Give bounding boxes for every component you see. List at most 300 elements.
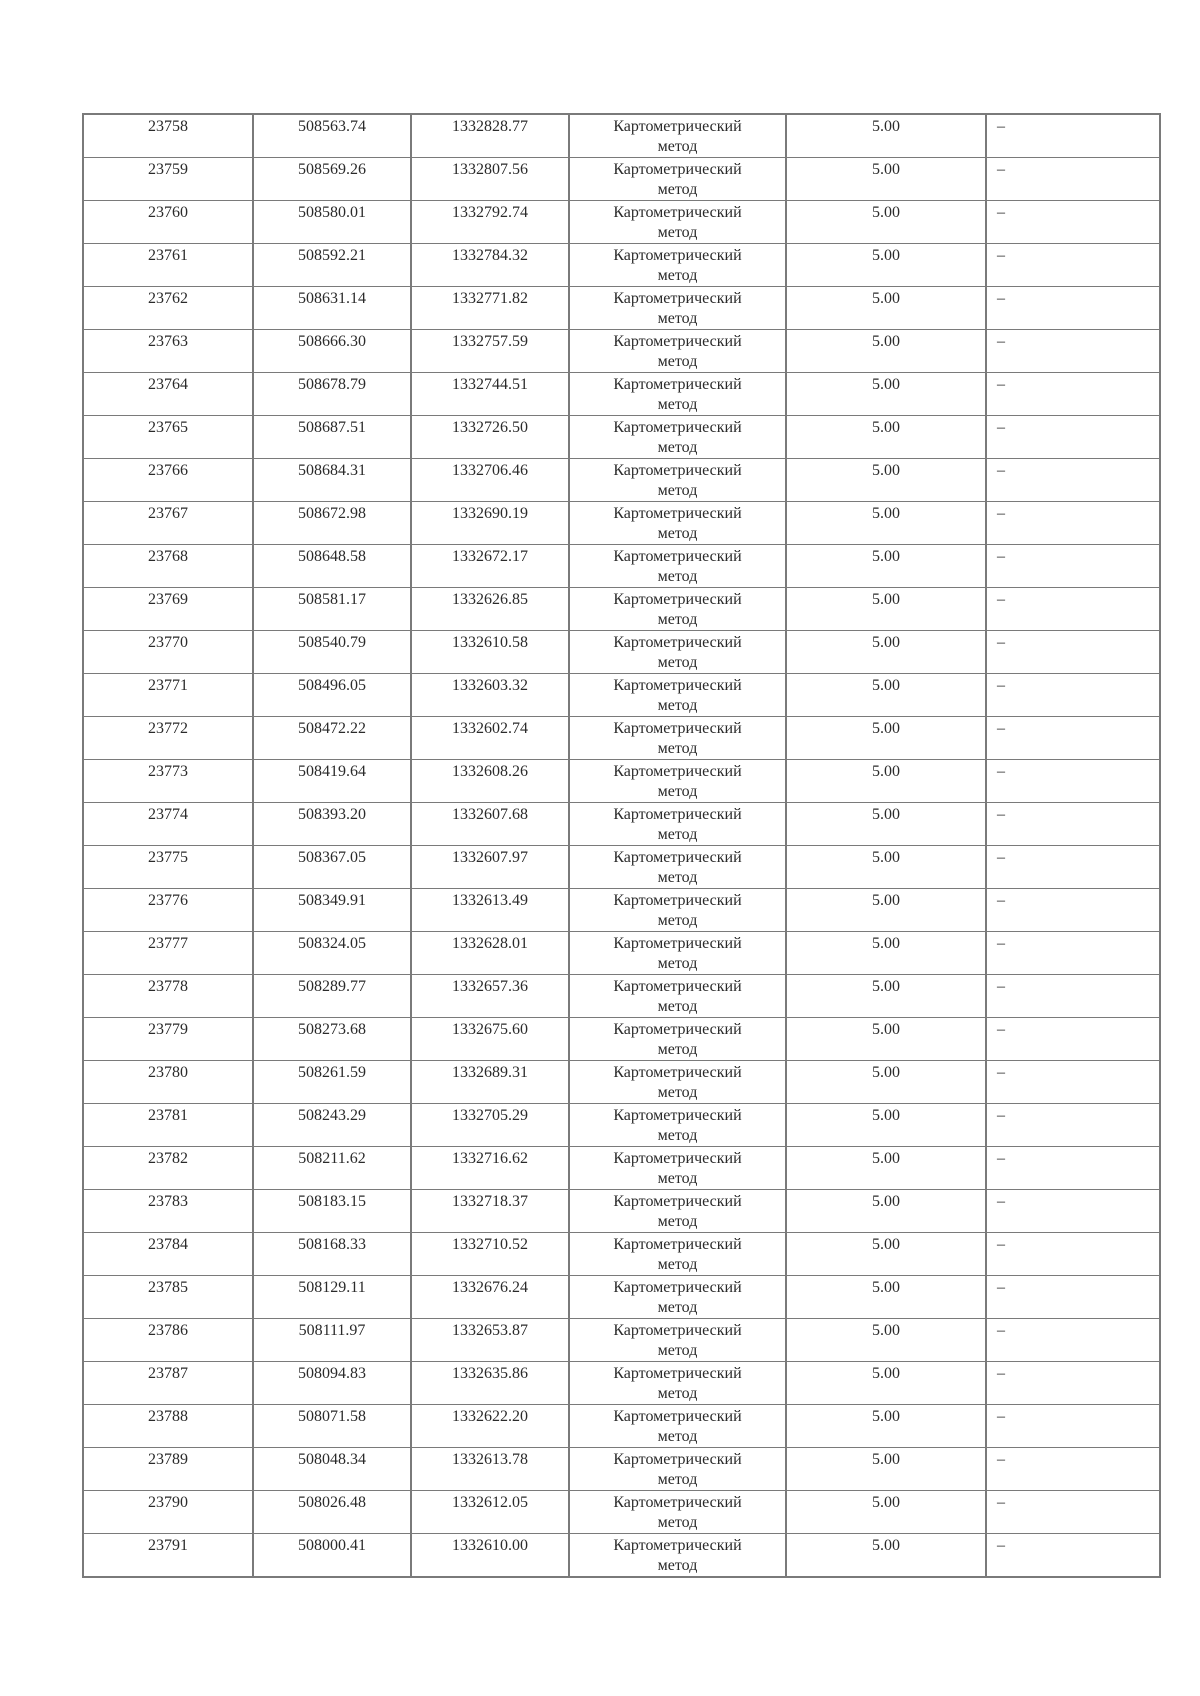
accuracy-cell: 5.00	[786, 416, 986, 459]
y-coordinate-cell: 1332602.74	[411, 717, 569, 760]
method-cell	[569, 1491, 786, 1534]
method-cell	[569, 459, 786, 502]
method-text-line: Картометрический	[613, 548, 742, 565]
method-text-line: Картометрический	[613, 462, 742, 479]
note-cell: –	[986, 932, 1160, 975]
y-coordinate-cell: 1332626.85	[411, 588, 569, 631]
method-text-line: метод	[657, 697, 698, 714]
x-coordinate-cell: 508684.31	[253, 459, 411, 502]
method-text-line: метод	[657, 568, 698, 585]
point-number-cell: 23772	[83, 717, 253, 760]
note-cell: –	[986, 416, 1160, 459]
accuracy-cell: 5.00	[786, 717, 986, 760]
accuracy-cell: 5.00	[786, 1018, 986, 1061]
note-cell: –	[986, 803, 1160, 846]
point-number-cell: 23782	[83, 1147, 253, 1190]
table-row	[83, 1534, 1160, 1578]
method-text-line: метод	[657, 1471, 698, 1488]
accuracy-cell: 5.00	[786, 1147, 986, 1190]
x-coordinate-cell: 508129.11	[253, 1276, 411, 1319]
point-number-cell: 23774	[83, 803, 253, 846]
point-number-cell: 23785	[83, 1276, 253, 1319]
y-coordinate-cell: 1332676.24	[411, 1276, 569, 1319]
accuracy-cell: 5.00	[786, 330, 986, 373]
point-number-cell: 23765	[83, 416, 253, 459]
method-text-line: метод	[657, 1299, 698, 1316]
point-number-cell: 23791	[83, 1534, 253, 1578]
method-cell	[569, 717, 786, 760]
x-coordinate-cell: 508393.20	[253, 803, 411, 846]
y-coordinate-cell: 1332690.19	[411, 502, 569, 545]
note-cell: –	[986, 717, 1160, 760]
point-number-cell: 23766	[83, 459, 253, 502]
accuracy-cell: 5.00	[786, 1276, 986, 1319]
method-text-line: Картометрический	[613, 591, 742, 608]
y-coordinate-cell: 1332613.78	[411, 1448, 569, 1491]
method-text-line: Картометрический	[613, 1451, 742, 1468]
method-cell	[569, 975, 786, 1018]
method-cell	[569, 1104, 786, 1147]
y-coordinate-cell: 1332628.01	[411, 932, 569, 975]
table-row	[83, 502, 1160, 545]
accuracy-cell: 5.00	[786, 674, 986, 717]
table-row	[83, 114, 1160, 158]
x-coordinate-cell: 508672.98	[253, 502, 411, 545]
method-text-line: Картометрический	[613, 1494, 742, 1511]
x-coordinate-cell: 508071.58	[253, 1405, 411, 1448]
method-text-line: Картометрический	[613, 333, 742, 350]
method-cell	[569, 287, 786, 330]
note-cell: –	[986, 1448, 1160, 1491]
point-number-cell: 23788	[83, 1405, 253, 1448]
x-coordinate-cell: 508472.22	[253, 717, 411, 760]
y-coordinate-cell: 1332689.31	[411, 1061, 569, 1104]
method-cell	[569, 889, 786, 932]
note-cell: –	[986, 545, 1160, 588]
x-coordinate-cell: 508211.62	[253, 1147, 411, 1190]
table-row	[83, 373, 1160, 416]
table-row	[83, 244, 1160, 287]
y-coordinate-cell: 1332706.46	[411, 459, 569, 502]
point-number-cell: 23760	[83, 201, 253, 244]
x-coordinate-cell: 508168.33	[253, 1233, 411, 1276]
method-cell	[569, 330, 786, 373]
table-row	[83, 459, 1160, 502]
method-cell	[569, 1448, 786, 1491]
method-text-line: Картометрический	[613, 677, 742, 694]
note-cell: –	[986, 1018, 1160, 1061]
y-coordinate-cell: 1332610.58	[411, 631, 569, 674]
table-row	[83, 1190, 1160, 1233]
point-number-cell: 23775	[83, 846, 253, 889]
note-cell: –	[986, 459, 1160, 502]
point-number-cell: 23779	[83, 1018, 253, 1061]
method-text-line: Картометрический	[613, 247, 742, 264]
accuracy-cell: 5.00	[786, 889, 986, 932]
x-coordinate-cell: 508183.15	[253, 1190, 411, 1233]
note-cell: –	[986, 1147, 1160, 1190]
x-coordinate-cell: 508592.21	[253, 244, 411, 287]
x-coordinate-cell: 508324.05	[253, 932, 411, 975]
method-cell	[569, 631, 786, 674]
x-coordinate-cell: 508419.64	[253, 760, 411, 803]
accuracy-cell: 5.00	[786, 932, 986, 975]
method-text-line: Картометрический	[613, 1537, 742, 1554]
point-number-cell: 23786	[83, 1319, 253, 1362]
point-number-cell: 23787	[83, 1362, 253, 1405]
method-text-line: метод	[657, 1084, 698, 1101]
method-cell	[569, 158, 786, 201]
table-row	[83, 803, 1160, 846]
table-row	[83, 1104, 1160, 1147]
method-text-line: Картометрический	[613, 1107, 742, 1124]
method-cell	[569, 803, 786, 846]
method-cell	[569, 373, 786, 416]
note-cell: –	[986, 760, 1160, 803]
point-number-cell: 23789	[83, 1448, 253, 1491]
x-coordinate-cell: 508631.14	[253, 287, 411, 330]
method-text-line: метод	[657, 1557, 698, 1574]
x-coordinate-cell: 508349.91	[253, 889, 411, 932]
note-cell: –	[986, 674, 1160, 717]
method-text-line: метод	[657, 1342, 698, 1359]
accuracy-cell: 5.00	[786, 201, 986, 244]
x-coordinate-cell: 508026.48	[253, 1491, 411, 1534]
note-cell: –	[986, 1190, 1160, 1233]
method-text-line: Картометрический	[613, 419, 742, 436]
method-text-line: Картометрический	[613, 118, 742, 135]
table-row	[83, 717, 1160, 760]
note-cell: –	[986, 588, 1160, 631]
x-coordinate-cell: 508648.58	[253, 545, 411, 588]
y-coordinate-cell: 1332710.52	[411, 1233, 569, 1276]
method-text-line: метод	[657, 783, 698, 800]
x-coordinate-cell: 508094.83	[253, 1362, 411, 1405]
method-text-line: Картометрический	[613, 763, 742, 780]
method-text-line: метод	[657, 654, 698, 671]
accuracy-cell: 5.00	[786, 287, 986, 330]
method-cell	[569, 1018, 786, 1061]
table-row	[83, 1319, 1160, 1362]
y-coordinate-cell: 1332653.87	[411, 1319, 569, 1362]
method-text-line: Картометрический	[613, 1365, 742, 1382]
table-row	[83, 330, 1160, 373]
point-number-cell: 23790	[83, 1491, 253, 1534]
method-text-line: метод	[657, 138, 698, 155]
point-number-cell: 23770	[83, 631, 253, 674]
table-row	[83, 1061, 1160, 1104]
method-text-line: Картометрический	[613, 892, 742, 909]
point-number-cell: 23777	[83, 932, 253, 975]
accuracy-cell: 5.00	[786, 631, 986, 674]
accuracy-cell: 5.00	[786, 1190, 986, 1233]
point-number-cell: 23767	[83, 502, 253, 545]
y-coordinate-cell: 1332635.86	[411, 1362, 569, 1405]
method-text-line: Картометрический	[613, 1150, 742, 1167]
method-cell	[569, 1534, 786, 1578]
y-coordinate-cell: 1332705.29	[411, 1104, 569, 1147]
accuracy-cell: 5.00	[786, 158, 986, 201]
accuracy-cell: 5.00	[786, 1104, 986, 1147]
note-cell: –	[986, 1276, 1160, 1319]
point-number-cell: 23763	[83, 330, 253, 373]
method-text-line: метод	[657, 955, 698, 972]
method-text-line: метод	[657, 998, 698, 1015]
method-cell	[569, 760, 786, 803]
point-number-cell: 23773	[83, 760, 253, 803]
accuracy-cell: 5.00	[786, 803, 986, 846]
note-cell: –	[986, 158, 1160, 201]
method-cell	[569, 1190, 786, 1233]
note-cell: –	[986, 201, 1160, 244]
x-coordinate-cell: 508111.97	[253, 1319, 411, 1362]
table-row	[83, 158, 1160, 201]
table-row	[83, 1362, 1160, 1405]
accuracy-cell: 5.00	[786, 1061, 986, 1104]
note-cell: –	[986, 846, 1160, 889]
y-coordinate-cell: 1332757.59	[411, 330, 569, 373]
y-coordinate-cell: 1332608.26	[411, 760, 569, 803]
x-coordinate-cell: 508666.30	[253, 330, 411, 373]
method-cell	[569, 1405, 786, 1448]
accuracy-cell: 5.00	[786, 1534, 986, 1578]
method-text-line: метод	[657, 439, 698, 456]
y-coordinate-cell: 1332726.50	[411, 416, 569, 459]
point-number-cell: 23780	[83, 1061, 253, 1104]
accuracy-cell: 5.00	[786, 1491, 986, 1534]
y-coordinate-cell: 1332612.05	[411, 1491, 569, 1534]
y-coordinate-cell: 1332718.37	[411, 1190, 569, 1233]
accuracy-cell: 5.00	[786, 373, 986, 416]
y-coordinate-cell: 1332607.68	[411, 803, 569, 846]
method-text-line: Картометрический	[613, 161, 742, 178]
method-text-line: метод	[657, 1213, 698, 1230]
x-coordinate-cell: 508569.26	[253, 158, 411, 201]
method-text-line: Картометрический	[613, 376, 742, 393]
table-row	[83, 846, 1160, 889]
method-text-line: метод	[657, 353, 698, 370]
method-cell	[569, 1276, 786, 1319]
note-cell: –	[986, 1491, 1160, 1534]
note-cell: –	[986, 1362, 1160, 1405]
note-cell: –	[986, 975, 1160, 1018]
method-text-line: метод	[657, 525, 698, 542]
table-row	[83, 588, 1160, 631]
accuracy-cell: 5.00	[786, 244, 986, 287]
method-text-line: Картометрический	[613, 1279, 742, 1296]
note-cell: –	[986, 330, 1160, 373]
table-row	[83, 1147, 1160, 1190]
method-text-line: Картометрический	[613, 978, 742, 995]
note-cell: –	[986, 1319, 1160, 1362]
x-coordinate-cell: 508540.79	[253, 631, 411, 674]
method-text-line: Картометрический	[613, 720, 742, 737]
table-row	[83, 1491, 1160, 1534]
method-cell	[569, 1319, 786, 1362]
y-coordinate-cell: 1332672.17	[411, 545, 569, 588]
y-coordinate-cell: 1332675.60	[411, 1018, 569, 1061]
note-cell: –	[986, 373, 1160, 416]
method-text-line: метод	[657, 1127, 698, 1144]
point-number-cell: 23781	[83, 1104, 253, 1147]
coordinates-table	[82, 113, 1161, 1578]
accuracy-cell: 5.00	[786, 846, 986, 889]
table-row	[83, 1448, 1160, 1491]
table-row	[83, 1405, 1160, 1448]
point-number-cell: 23769	[83, 588, 253, 631]
method-text-line: Картометрический	[613, 1236, 742, 1253]
accuracy-cell: 5.00	[786, 114, 986, 158]
method-text-line: метод	[657, 310, 698, 327]
y-coordinate-cell: 1332828.77	[411, 114, 569, 158]
x-coordinate-cell: 508000.41	[253, 1534, 411, 1578]
method-text-line: Картометрический	[613, 634, 742, 651]
table-row	[83, 416, 1160, 459]
y-coordinate-cell: 1332716.62	[411, 1147, 569, 1190]
method-text-line: Картометрический	[613, 1064, 742, 1081]
method-text-line: Картометрический	[613, 505, 742, 522]
note-cell: –	[986, 889, 1160, 932]
table-row	[83, 1018, 1160, 1061]
accuracy-cell: 5.00	[786, 1405, 986, 1448]
method-text-line: метод	[657, 1428, 698, 1445]
accuracy-cell: 5.00	[786, 1233, 986, 1276]
method-cell	[569, 1362, 786, 1405]
y-coordinate-cell: 1332744.51	[411, 373, 569, 416]
method-text-line: Картометрический	[613, 290, 742, 307]
method-text-line: Картометрический	[613, 806, 742, 823]
note-cell: –	[986, 1405, 1160, 1448]
accuracy-cell: 5.00	[786, 975, 986, 1018]
method-text-line: Картометрический	[613, 1193, 742, 1210]
method-text-line: метод	[657, 912, 698, 929]
method-text-line: Картометрический	[613, 935, 742, 952]
y-coordinate-cell: 1332807.56	[411, 158, 569, 201]
method-text-line: метод	[657, 826, 698, 843]
table-row	[83, 201, 1160, 244]
method-cell	[569, 588, 786, 631]
coordinates-table-body	[83, 114, 1160, 1577]
point-number-cell: 23771	[83, 674, 253, 717]
method-text-line: Картометрический	[613, 1408, 742, 1425]
x-coordinate-cell: 508048.34	[253, 1448, 411, 1491]
table-row	[83, 631, 1160, 674]
method-text-line: метод	[657, 1041, 698, 1058]
method-cell	[569, 244, 786, 287]
accuracy-cell: 5.00	[786, 760, 986, 803]
y-coordinate-cell: 1332784.32	[411, 244, 569, 287]
method-text-line: Картометрический	[613, 849, 742, 866]
method-text-line: Картометрический	[613, 1021, 742, 1038]
method-cell	[569, 201, 786, 244]
method-text-line: метод	[657, 869, 698, 886]
x-coordinate-cell: 508580.01	[253, 201, 411, 244]
accuracy-cell: 5.00	[786, 459, 986, 502]
accuracy-cell: 5.00	[786, 588, 986, 631]
note-cell: –	[986, 114, 1160, 158]
y-coordinate-cell: 1332792.74	[411, 201, 569, 244]
point-number-cell: 23758	[83, 114, 253, 158]
method-cell	[569, 932, 786, 975]
y-coordinate-cell: 1332603.32	[411, 674, 569, 717]
method-text-line: метод	[657, 740, 698, 757]
method-text-line: метод	[657, 611, 698, 628]
x-coordinate-cell: 508581.17	[253, 588, 411, 631]
method-cell	[569, 114, 786, 158]
point-number-cell: 23762	[83, 287, 253, 330]
note-cell: –	[986, 244, 1160, 287]
y-coordinate-cell: 1332657.36	[411, 975, 569, 1018]
accuracy-cell: 5.00	[786, 545, 986, 588]
accuracy-cell: 5.00	[786, 1362, 986, 1405]
note-cell: –	[986, 1233, 1160, 1276]
note-cell: –	[986, 1061, 1160, 1104]
method-text-line: метод	[657, 267, 698, 284]
method-cell	[569, 1233, 786, 1276]
method-cell	[569, 416, 786, 459]
method-text-line: метод	[657, 1256, 698, 1273]
note-cell: –	[986, 1534, 1160, 1578]
note-cell: –	[986, 502, 1160, 545]
point-number-cell: 23759	[83, 158, 253, 201]
table-row	[83, 889, 1160, 932]
point-number-cell: 23778	[83, 975, 253, 1018]
x-coordinate-cell: 508687.51	[253, 416, 411, 459]
method-text-line: метод	[657, 1514, 698, 1531]
note-cell: –	[986, 631, 1160, 674]
method-text-line: Картометрический	[613, 204, 742, 221]
table-row	[83, 545, 1160, 588]
accuracy-cell: 5.00	[786, 1319, 986, 1362]
accuracy-cell: 5.00	[786, 502, 986, 545]
table-row	[83, 760, 1160, 803]
method-text-line: метод	[657, 1385, 698, 1402]
method-cell	[569, 1061, 786, 1104]
method-text-line: метод	[657, 482, 698, 499]
point-number-cell: 23784	[83, 1233, 253, 1276]
x-coordinate-cell: 508367.05	[253, 846, 411, 889]
table-row	[83, 287, 1160, 330]
x-coordinate-cell: 508563.74	[253, 114, 411, 158]
method-cell	[569, 846, 786, 889]
point-number-cell: 23761	[83, 244, 253, 287]
point-number-cell: 23768	[83, 545, 253, 588]
method-text-line: Картометрический	[613, 1322, 742, 1339]
y-coordinate-cell: 1332622.20	[411, 1405, 569, 1448]
point-number-cell: 23783	[83, 1190, 253, 1233]
y-coordinate-cell: 1332613.49	[411, 889, 569, 932]
x-coordinate-cell: 508289.77	[253, 975, 411, 1018]
y-coordinate-cell: 1332610.00	[411, 1534, 569, 1578]
table-row	[83, 1233, 1160, 1276]
y-coordinate-cell: 1332771.82	[411, 287, 569, 330]
method-cell	[569, 545, 786, 588]
x-coordinate-cell: 508678.79	[253, 373, 411, 416]
table-row	[83, 932, 1160, 975]
point-number-cell: 23776	[83, 889, 253, 932]
x-coordinate-cell: 508273.68	[253, 1018, 411, 1061]
note-cell: –	[986, 1104, 1160, 1147]
method-text-line: метод	[657, 396, 698, 413]
method-text-line: метод	[657, 1170, 698, 1187]
table-row	[83, 975, 1160, 1018]
y-coordinate-cell: 1332607.97	[411, 846, 569, 889]
accuracy-cell: 5.00	[786, 1448, 986, 1491]
x-coordinate-cell: 508243.29	[253, 1104, 411, 1147]
table-row	[83, 1276, 1160, 1319]
point-number-cell: 23764	[83, 373, 253, 416]
x-coordinate-cell: 508261.59	[253, 1061, 411, 1104]
